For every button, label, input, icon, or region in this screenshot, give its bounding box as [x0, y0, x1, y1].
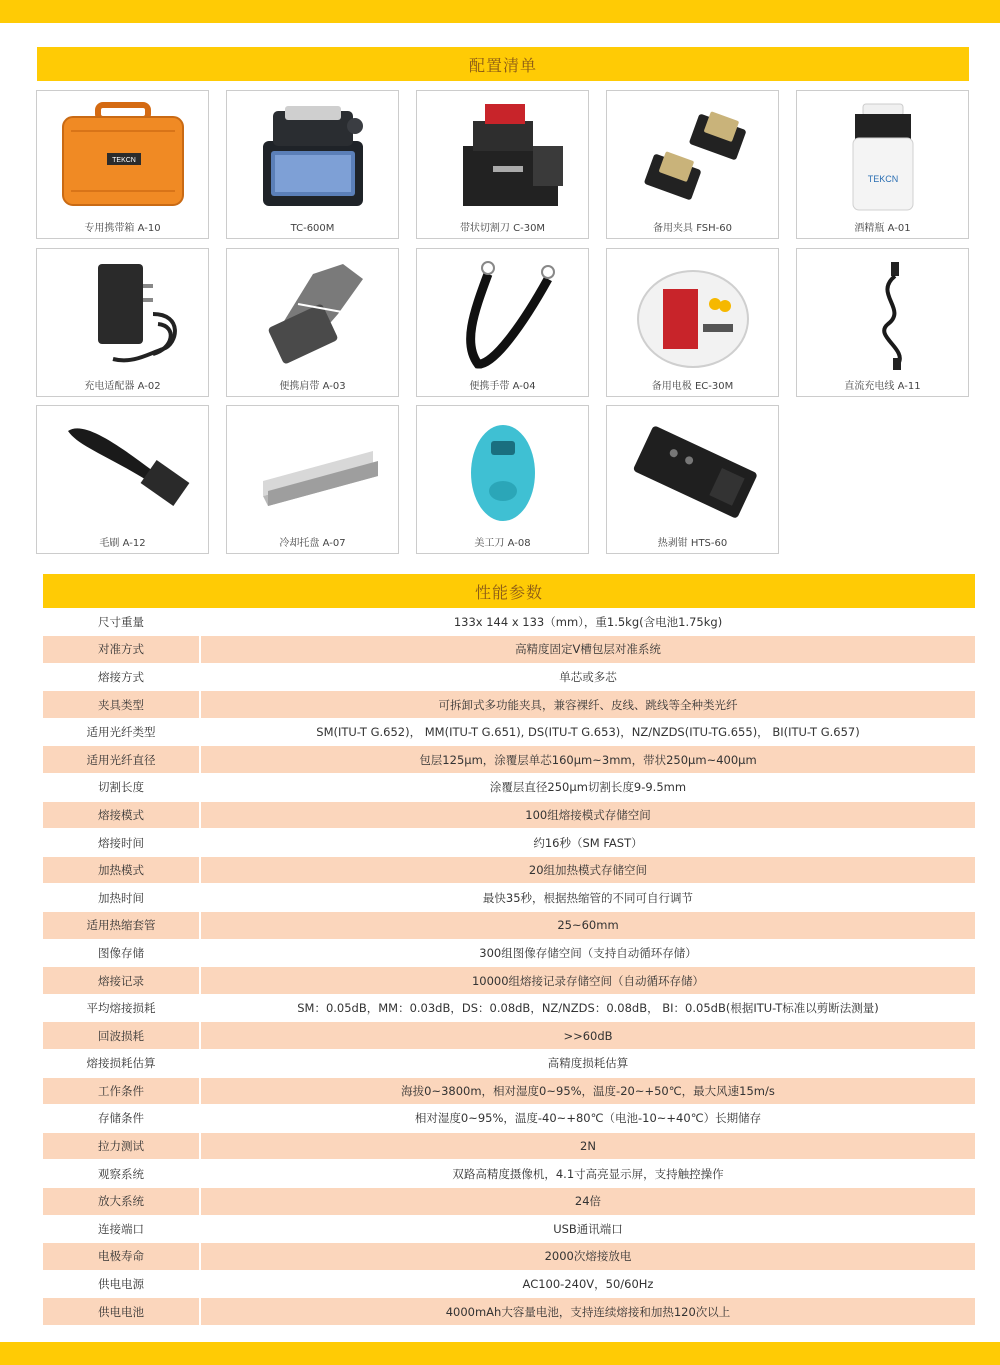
- spec-key: 加热模式: [43, 856, 200, 884]
- spec-key: 放大系统: [43, 1187, 200, 1215]
- accessory-item: [606, 405, 779, 554]
- top-color-band: [0, 0, 1000, 23]
- fiber-holder-icon: [607, 91, 778, 221]
- dc-cable-icon: [797, 249, 968, 379]
- spec-key: 回波损耗: [43, 1022, 200, 1050]
- item-caption: 备用电极 EC-30M: [651, 381, 734, 392]
- item-caption: 带状切割刀 C-30M: [459, 223, 546, 234]
- spec-value: 高精度固定V槽包层对准系统: [200, 636, 975, 664]
- item-caption: 便携手带 A-04: [469, 381, 536, 392]
- spec-row: [43, 1215, 975, 1243]
- case-logo: TEKCN: [111, 157, 136, 164]
- item-caption: 冷却托盘 A-07: [279, 538, 346, 549]
- carrying-case-icon: [37, 91, 208, 221]
- spec-row: [43, 608, 975, 636]
- spec-row: [43, 1050, 975, 1078]
- spec-key: 拉力测试: [43, 1132, 200, 1160]
- item-caption: 酒精瓶 A-01: [854, 223, 911, 234]
- spec-value: SM(ITU-T G.652)， MM(ITU-T G.651), DS(ITU-T G.653)，NZ/NZDS(ITU-TG.655)， BI(ITU-T G.657): [200, 718, 975, 746]
- accessory-item: [606, 90, 779, 239]
- spec-row: [43, 1187, 975, 1215]
- spec-value: AC100-240V，50/60Hz: [200, 1270, 975, 1298]
- brush-icon: [37, 406, 208, 536]
- spec-value: >>60dB: [200, 1022, 975, 1050]
- fusion-splicer-icon: [227, 91, 398, 221]
- spec-value: 最快35秒，根据热缩管的不同可自行调节: [200, 884, 975, 912]
- utility-knife-icon: [417, 406, 588, 536]
- item-caption: 充电适配器 A-02: [84, 381, 161, 392]
- hand-strap-icon: [417, 249, 588, 379]
- spec-row: [43, 636, 975, 664]
- spec-value: 相对湿度0~95%，温度-40~+80℃（电池-10~+40℃）长期储存: [200, 1105, 975, 1133]
- spec-row: [43, 1160, 975, 1188]
- spec-key: 对准方式: [43, 636, 200, 664]
- item-caption: 直流充电线 A-11: [844, 381, 921, 392]
- spec-row: [43, 994, 975, 1022]
- item-caption: TC-600M: [290, 223, 335, 234]
- spec-key: 工作条件: [43, 1077, 200, 1105]
- spec-key: 存储条件: [43, 1105, 200, 1133]
- spec-value: 海拔0~3800m，相对湿度0~95%，温度-20~+50℃，最大风速15m/s: [200, 1077, 975, 1105]
- spec-key: 电极寿命: [43, 1243, 200, 1271]
- spec-row: [43, 967, 975, 995]
- spec-value: SM：0.05dB，MM：0.03dB，DS：0.08dB，NZ/NZDS：0.08dB， BI：0.05dB(根据ITU-T标准以剪断法测量): [200, 994, 975, 1022]
- spec-row: [43, 691, 975, 719]
- spec-key: 连接端口: [43, 1215, 200, 1243]
- item-caption: 专用携带箱 A-10: [84, 223, 161, 234]
- item-caption: 热剥钳 HTS-60: [657, 538, 728, 549]
- accessory-item: [416, 248, 589, 397]
- spec-row: [43, 1298, 975, 1326]
- bottom-color-band: [0, 1342, 1000, 1365]
- spec-row: [43, 856, 975, 884]
- spec-row: [43, 1243, 975, 1271]
- shoulder-strap-icon: [227, 249, 398, 379]
- spec-value: 可拆卸式多功能夹具，兼容裸纤、皮线、跳线等全种类光纤: [200, 691, 975, 719]
- spec-row: [43, 829, 975, 857]
- bottle-logo: TEKCN: [867, 174, 898, 184]
- item-caption: 毛刷 A-12: [99, 538, 146, 549]
- accessory-item: [226, 405, 399, 554]
- spec-value: 2000次熔接放电: [200, 1243, 975, 1271]
- spare-electrode-icon: [607, 249, 778, 379]
- spec-row: [43, 1077, 975, 1105]
- spec-value: 100组熔接模式存储空间: [200, 801, 975, 829]
- spec-value: 24倍: [200, 1187, 975, 1215]
- accessory-item: [226, 90, 399, 239]
- spec-row: [43, 774, 975, 802]
- spec-key: 供电电源: [43, 1270, 200, 1298]
- spec-value: 133x 144 x 133（mm），重1.5kg(含电池1.75kg): [200, 608, 975, 636]
- spec-key: 平均熔接损耗: [43, 994, 200, 1022]
- spec-value: 4000mAh大容量电池，支持连续熔接和加热120次以上: [200, 1298, 975, 1326]
- spec-row: [43, 1105, 975, 1133]
- spec-key: 尺寸重量: [43, 608, 200, 636]
- spec-row: [43, 801, 975, 829]
- accessory-item: [606, 248, 779, 397]
- spec-key: 加热时间: [43, 884, 200, 912]
- spec-value: 高精度损耗估算: [200, 1050, 975, 1078]
- accessory-item: [416, 405, 589, 554]
- accessory-item: [36, 405, 209, 554]
- cooling-tray-icon: [227, 406, 398, 536]
- spec-value: 10000组熔接记录存储空间（自动循环存储）: [200, 967, 975, 995]
- spec-key: 熔接方式: [43, 663, 200, 691]
- spec-key: 观察系统: [43, 1160, 200, 1188]
- spec-value: 25~60mm: [200, 912, 975, 940]
- spec-key: 适用热缩套管: [43, 912, 200, 940]
- spec-row: [43, 884, 975, 912]
- spec-value: 单芯或多芯: [200, 663, 975, 691]
- config-list-title: 配置清单: [37, 47, 969, 81]
- spec-row: [43, 1270, 975, 1298]
- item-caption: 备用夹具 FSH-60: [653, 223, 732, 234]
- spec-value: 包层125μm，涂覆层单芯160μm~3mm，带状250μm~400μm: [200, 746, 975, 774]
- item-caption: 美工刀 A-08: [474, 538, 531, 549]
- spec-value: 300组图像存储空间（支持自动循环存储）: [200, 939, 975, 967]
- spec-value: 2N: [200, 1132, 975, 1160]
- spec-value: 约16秒（SM FAST）: [200, 829, 975, 857]
- spec-row: [43, 718, 975, 746]
- spec-value: 涂覆层直径250μm切割长度9-9.5mm: [200, 774, 975, 802]
- spec-row: [43, 746, 975, 774]
- spec-key: 适用光纤类型: [43, 718, 200, 746]
- accessory-item: [36, 248, 209, 397]
- spec-value: USB通讯端口: [200, 1215, 975, 1243]
- accessory-item: [226, 248, 399, 397]
- spec-key: 熔接损耗估算: [43, 1050, 200, 1078]
- spec-value: 20组加热模式存储空间: [200, 856, 975, 884]
- spec-key: 适用光纤直径: [43, 746, 200, 774]
- spec-key: 熔接时间: [43, 829, 200, 857]
- item-caption: 便携肩带 A-03: [279, 381, 346, 392]
- spec-key: 图像存储: [43, 939, 200, 967]
- spec-value: 双路高精度摄像机，4.1寸高亮显示屏，支持触控操作: [200, 1160, 975, 1188]
- spec-key: 供电电池: [43, 1298, 200, 1326]
- spec-title: 性能参数: [43, 574, 975, 608]
- spec-key: 夹具类型: [43, 691, 200, 719]
- accessory-item: [36, 90, 209, 239]
- spec-table: [43, 608, 975, 1326]
- accessory-item: [416, 90, 589, 239]
- charger-adapter-icon: [37, 249, 208, 379]
- thermal-stripper-icon: [607, 406, 778, 536]
- spec-row: [43, 1022, 975, 1050]
- spec-key: 熔接模式: [43, 801, 200, 829]
- spec-key: 切割长度: [43, 774, 200, 802]
- spec-key: 熔接记录: [43, 967, 200, 995]
- spec-row: [43, 1132, 975, 1160]
- spec-row: [43, 912, 975, 940]
- spec-row: [43, 663, 975, 691]
- spec-row: [43, 939, 975, 967]
- accessory-item: [796, 248, 969, 397]
- accessory-item: [796, 90, 969, 239]
- fiber-cleaver-icon: [417, 91, 588, 221]
- alcohol-bottle-icon: [797, 91, 968, 221]
